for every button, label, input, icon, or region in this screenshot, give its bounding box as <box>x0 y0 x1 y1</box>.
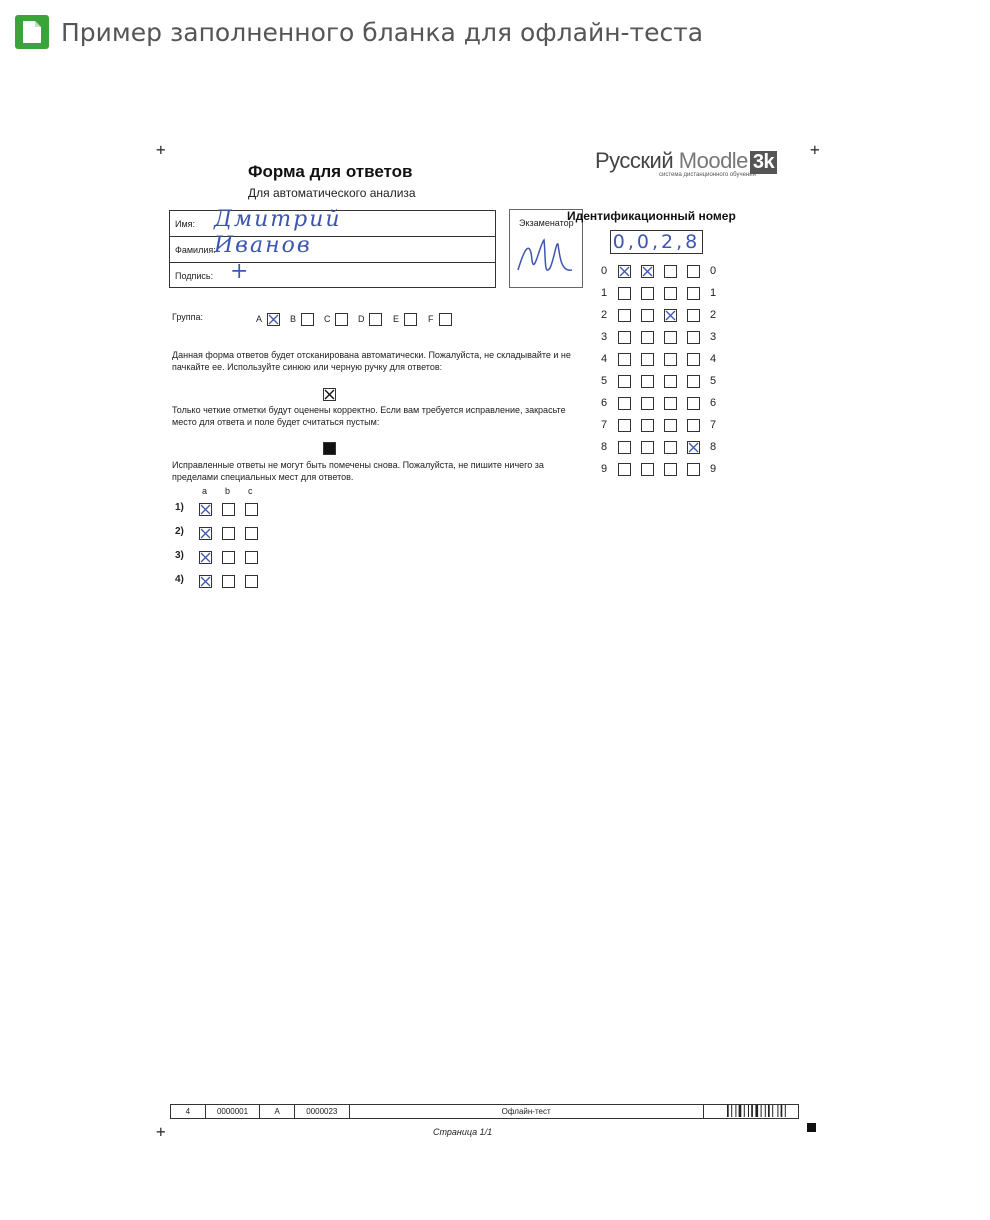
barcode-bar <box>727 1105 729 1117</box>
id-digit-label-left: 6 <box>601 397 608 409</box>
id-checkbox[interactable] <box>641 287 654 300</box>
barcode-bar <box>755 1105 758 1117</box>
group-letter-f: F <box>428 314 434 324</box>
id-number-handwritten: 0,0,2,8 <box>610 230 703 254</box>
barcode-bar <box>781 1105 783 1117</box>
barcode-bar <box>785 1105 786 1117</box>
id-checkbox[interactable] <box>664 375 677 388</box>
id-digit-label-left: 4 <box>601 353 608 365</box>
id-checkbox[interactable] <box>664 441 677 454</box>
id-checkbox[interactable] <box>618 419 631 432</box>
id-number-title: Идентификационный номер <box>567 209 736 223</box>
answer-checkbox-c[interactable] <box>245 503 258 516</box>
signature-handwriting: + <box>230 259 251 284</box>
id-digit-label-right: 5 <box>710 375 717 387</box>
answer-checkbox-b[interactable] <box>222 551 235 564</box>
id-checkbox[interactable] <box>641 265 654 278</box>
group-letter-b: B <box>290 314 297 324</box>
question-number: 2) <box>175 526 184 537</box>
id-checkbox[interactable] <box>687 397 700 410</box>
crop-mark-top-left: + <box>156 140 166 159</box>
id-checkbox[interactable] <box>687 287 700 300</box>
id-checkbox[interactable] <box>641 441 654 454</box>
answer-checkbox-a[interactable] <box>199 551 212 564</box>
barcode-bar <box>739 1105 742 1117</box>
id-checkbox[interactable] <box>664 331 677 344</box>
group-label: Группа: <box>172 312 204 322</box>
id-digit-label-right: 9 <box>710 463 717 475</box>
id-digit-label-left: 1 <box>601 287 608 299</box>
group-checkbox-c[interactable] <box>335 313 348 326</box>
id-digit-label-right: 7 <box>710 419 717 431</box>
id-digit-label-right: 3 <box>710 331 717 343</box>
id-checkbox[interactable] <box>664 309 677 322</box>
last-name-row: Фамилия: Иванов <box>170 237 495 263</box>
id-digit-label-left: 8 <box>601 441 608 453</box>
sheet-footer-table: 4 0000001 A 0000023 Офлайн-тест <box>170 1104 799 1119</box>
group-checkbox-e[interactable] <box>404 313 417 326</box>
crop-mark-bottom-left: + <box>156 1122 166 1141</box>
id-checkbox[interactable] <box>618 287 631 300</box>
id-digit-label-right: 8 <box>710 441 717 453</box>
id-checkbox[interactable] <box>664 397 677 410</box>
id-checkbox[interactable] <box>641 331 654 344</box>
barcode-bar <box>735 1105 736 1117</box>
form-title: Форма для ответов <box>248 162 413 181</box>
page-header <box>15 14 703 50</box>
id-checkbox[interactable] <box>687 331 700 344</box>
answer-checkbox-a[interactable] <box>199 575 212 588</box>
signature-row: Подпись: + <box>175 259 251 284</box>
group-checkbox-b[interactable] <box>301 313 314 326</box>
answer-column-b: b <box>225 486 231 496</box>
id-checkbox[interactable] <box>618 441 631 454</box>
id-checkbox[interactable] <box>664 287 677 300</box>
form-subtitle: Для автоматического анализа <box>248 186 416 200</box>
id-checkbox[interactable] <box>618 331 631 344</box>
first-name-row: Имя: Дмитрий <box>170 211 495 237</box>
id-checkbox[interactable] <box>618 265 631 278</box>
id-checkbox[interactable] <box>687 309 700 322</box>
id-checkbox[interactable] <box>664 463 677 476</box>
barcode-bar <box>765 1105 766 1117</box>
answer-checkbox-a[interactable] <box>199 503 212 516</box>
barcode-bar <box>731 1105 732 1117</box>
answer-checkbox-a[interactable] <box>199 527 212 540</box>
id-digit-label-left: 0 <box>601 265 608 277</box>
group-letter-d: D <box>358 314 365 324</box>
examiner-box: Экзаменатор <box>509 209 583 288</box>
id-checkbox[interactable] <box>687 375 700 388</box>
corner-registration-mark <box>807 1123 816 1132</box>
id-checkbox[interactable] <box>641 375 654 388</box>
id-checkbox[interactable] <box>664 353 677 366</box>
answer-checkbox-b[interactable] <box>222 503 235 516</box>
group-checkbox-d[interactable] <box>369 313 382 326</box>
first-name-handwriting: Дмитрий <box>214 207 342 232</box>
id-digit-label-left: 5 <box>601 375 608 387</box>
barcode-bar <box>777 1105 778 1117</box>
crop-mark-top-right: + <box>810 140 820 159</box>
id-checkbox[interactable] <box>664 265 677 278</box>
instruction-final: Исправленные ответы не могут быть помечены снова. Пожалуйста, не пишите ничего за пределами специальных мест для ответов. <box>172 460 544 482</box>
group-checkbox-f[interactable] <box>439 313 452 326</box>
barcode-bar <box>744 1105 745 1117</box>
question-number: 1) <box>175 502 184 513</box>
answer-checkbox-b[interactable] <box>222 527 235 540</box>
id-checkbox[interactable] <box>687 441 700 454</box>
answer-checkbox-c[interactable] <box>245 551 258 564</box>
id-digit-label-right: 0 <box>710 265 717 277</box>
instruction-scan: Данная форма ответов будет отсканирована автоматически. Пожалуйста, не складывайте и не пачкайте ее. Используйте синюю или черную ручку для ответов: <box>172 350 571 372</box>
id-checkbox[interactable] <box>618 309 631 322</box>
group-checkbox-a[interactable] <box>267 313 280 326</box>
id-checkbox[interactable] <box>687 265 700 278</box>
page-title: Пример заполненного бланка для офлайн-теста <box>61 17 704 47</box>
barcode-bar <box>772 1105 773 1117</box>
id-checkbox[interactable] <box>664 419 677 432</box>
id-digit-label-right: 6 <box>710 397 717 409</box>
id-digit-label-left: 7 <box>601 419 608 431</box>
id-checkbox[interactable] <box>687 463 700 476</box>
group-letter-a: A <box>256 314 263 324</box>
id-checkbox[interactable] <box>687 353 700 366</box>
personal-info-box <box>169 207 496 288</box>
barcode-bar <box>751 1105 753 1117</box>
answer-column-c: c <box>248 486 253 496</box>
id-digit-label-left: 9 <box>601 463 608 475</box>
document-icon <box>15 15 49 49</box>
barcode-bar <box>768 1105 770 1117</box>
id-checkbox[interactable] <box>641 309 654 322</box>
id-checkbox[interactable] <box>687 419 700 432</box>
id-digit-label-left: 3 <box>601 331 608 343</box>
question-number: 3) <box>175 550 184 561</box>
answer-checkbox-c[interactable] <box>245 575 258 588</box>
id-checkbox[interactable] <box>641 397 654 410</box>
barcode <box>726 1104 796 1118</box>
example-cross-mark <box>323 388 336 401</box>
last-name-handwriting: Иванов <box>214 233 312 258</box>
answer-column-a: a <box>202 486 208 496</box>
id-checkbox[interactable] <box>618 397 631 410</box>
id-checkbox[interactable] <box>641 419 654 432</box>
group-letter-c: C <box>324 314 331 324</box>
id-checkbox[interactable] <box>618 353 631 366</box>
question-number: 4) <box>175 574 184 585</box>
answer-checkbox-c[interactable] <box>245 527 258 540</box>
id-checkbox[interactable] <box>641 463 654 476</box>
examiner-signature <box>514 230 576 282</box>
id-checkbox[interactable] <box>618 463 631 476</box>
barcode-bar <box>748 1105 749 1117</box>
answer-sheet-scan <box>88 68 838 1216</box>
id-checkbox[interactable] <box>641 353 654 366</box>
example-filled-mark <box>323 442 336 455</box>
group-letter-e: E <box>393 314 400 324</box>
moodle-logo: Русский Moodle 3k система дистанционного обучения <box>595 148 777 178</box>
page-number: Страница 1/1 <box>433 1127 493 1137</box>
id-digit-label-right: 1 <box>710 287 717 299</box>
id-checkbox[interactable] <box>618 375 631 388</box>
answer-checkbox-b[interactable] <box>222 575 235 588</box>
id-digit-label-left: 2 <box>601 309 608 321</box>
id-digit-label-right: 2 <box>710 309 717 321</box>
instruction-clear: Только четкие отметки будут оценены корректно. Если вам требуется исправление, закрасьте место для ответа и поле будет считаться пустым: <box>172 405 566 427</box>
id-digit-label-right: 4 <box>710 353 717 365</box>
barcode-bar <box>761 1105 762 1117</box>
